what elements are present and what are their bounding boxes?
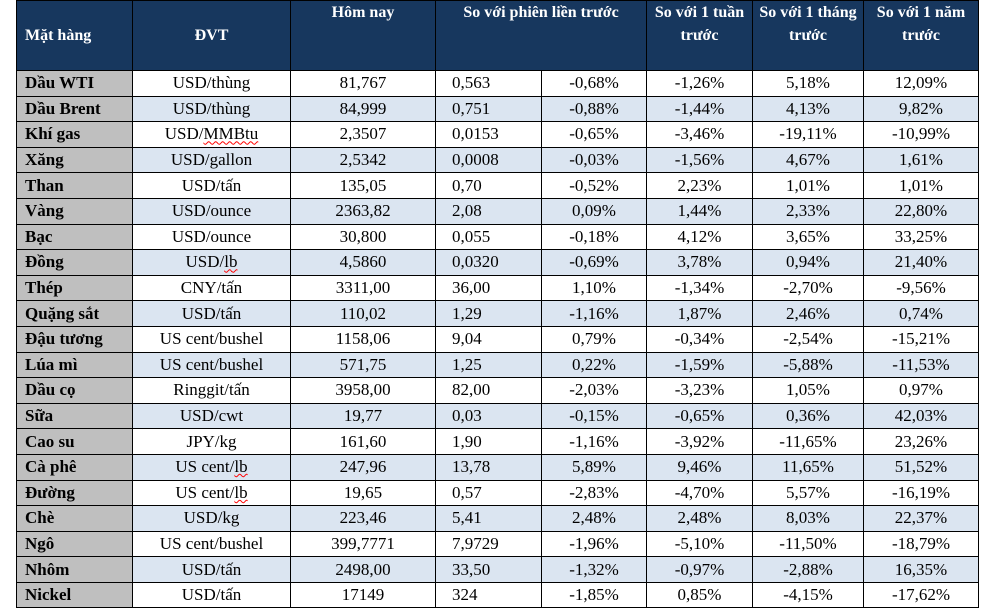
cell-vs-year: 42,03% — [864, 403, 979, 429]
commodity-price-table-container — [16, 0, 978, 608]
cell-change-abs: 7,9729 — [436, 531, 542, 557]
cell-change-pct: 0,09% — [542, 198, 647, 224]
cell-today-price: 1158,06 — [291, 326, 436, 352]
cell-item-name: Thép — [17, 275, 133, 301]
table-row — [17, 147, 979, 173]
cell-change-abs: 9,04 — [436, 326, 542, 352]
table-row — [17, 429, 979, 455]
cell-vs-year: 16,35% — [864, 557, 979, 583]
cell-unit: US cent/lb — [133, 454, 291, 480]
cell-change-pct: -0,18% — [542, 224, 647, 250]
cell-vs-month: -5,88% — [753, 352, 864, 378]
cell-vs-week: -1,34% — [647, 275, 753, 301]
cell-today-price: 19,77 — [291, 403, 436, 429]
table-header — [17, 1, 979, 71]
cell-vs-year: 0,74% — [864, 301, 979, 327]
table-row — [17, 480, 979, 506]
cell-vs-month: 0,94% — [753, 250, 864, 276]
cell-change-pct: -1,16% — [542, 301, 647, 327]
table-row — [17, 506, 979, 532]
cell-change-abs: 0,03 — [436, 403, 542, 429]
header-today: Hôm nay — [291, 1, 436, 71]
cell-change-abs: 33,50 — [436, 557, 542, 583]
cell-change-abs: 0,563 — [436, 71, 542, 97]
cell-unit: USD/cwt — [133, 403, 291, 429]
cell-vs-week: -4,70% — [647, 480, 753, 506]
cell-change-pct: 5,89% — [542, 454, 647, 480]
cell-vs-month: -2,54% — [753, 326, 864, 352]
cell-vs-year: -17,62% — [864, 582, 979, 608]
cell-unit: US cent/bushel — [133, 531, 291, 557]
cell-today-price: 2,3507 — [291, 122, 436, 148]
commodity-price-table — [16, 0, 979, 608]
cell-vs-week: -0,34% — [647, 326, 753, 352]
cell-vs-week: 1,44% — [647, 198, 753, 224]
cell-change-pct: -2,83% — [542, 480, 647, 506]
cell-vs-week: 3,78% — [647, 250, 753, 276]
cell-vs-week: -0,97% — [647, 557, 753, 583]
cell-today-price: 2498,00 — [291, 557, 436, 583]
header-unit: ĐVT — [133, 1, 291, 71]
header-vs-month: So với 1 tháng trước — [753, 1, 864, 71]
cell-today-price: 571,75 — [291, 352, 436, 378]
cell-vs-month: -4,15% — [753, 582, 864, 608]
cell-vs-month: -2,70% — [753, 275, 864, 301]
cell-vs-year: -9,56% — [864, 275, 979, 301]
table-row — [17, 326, 979, 352]
cell-vs-month: 3,65% — [753, 224, 864, 250]
table-row — [17, 224, 979, 250]
header-vs-prev-session: So với phiên liền trước — [436, 1, 647, 71]
cell-today-price: 161,60 — [291, 429, 436, 455]
cell-vs-week: -1,26% — [647, 71, 753, 97]
cell-vs-month: 4,13% — [753, 96, 864, 122]
cell-vs-year: 22,80% — [864, 198, 979, 224]
cell-vs-year: 33,25% — [864, 224, 979, 250]
cell-vs-week: -3,23% — [647, 378, 753, 404]
cell-vs-week: 2,48% — [647, 506, 753, 532]
cell-unit: US cent/bushel — [133, 326, 291, 352]
cell-unit: USD/ounce — [133, 198, 291, 224]
cell-vs-week: -1,59% — [647, 352, 753, 378]
cell-vs-year: 21,40% — [864, 250, 979, 276]
cell-vs-month: 2,33% — [753, 198, 864, 224]
cell-vs-year: -15,21% — [864, 326, 979, 352]
cell-today-price: 135,05 — [291, 173, 436, 199]
cell-change-abs: 5,41 — [436, 506, 542, 532]
cell-change-pct: -1,16% — [542, 429, 647, 455]
header-row — [17, 1, 979, 71]
table-row — [17, 173, 979, 199]
cell-vs-week: -0,65% — [647, 403, 753, 429]
cell-today-price: 3311,00 — [291, 275, 436, 301]
cell-unit: USD/thùng — [133, 96, 291, 122]
spellcheck-underline: lb — [234, 482, 248, 502]
table-row — [17, 582, 979, 608]
spellcheck-underline: MMBtu — [203, 124, 259, 144]
cell-item-name: Bạc — [17, 224, 133, 250]
cell-unit: USD/tấn — [133, 582, 291, 608]
header-vs-year: So với 1 năm trước — [864, 1, 979, 71]
cell-vs-month: 5,18% — [753, 71, 864, 97]
cell-change-pct: -0,65% — [542, 122, 647, 148]
cell-change-pct: 0,79% — [542, 326, 647, 352]
table-body — [17, 71, 979, 608]
cell-unit: USD/tấn — [133, 557, 291, 583]
cell-vs-month: 8,03% — [753, 506, 864, 532]
cell-change-abs: 36,00 — [436, 275, 542, 301]
cell-item-name: Nhôm — [17, 557, 133, 583]
cell-change-abs: 1,90 — [436, 429, 542, 455]
cell-change-pct: 0,22% — [542, 352, 647, 378]
cell-vs-month: 0,36% — [753, 403, 864, 429]
cell-today-price: 17149 — [291, 582, 436, 608]
cell-vs-week: 0,85% — [647, 582, 753, 608]
cell-unit: USD/kg — [133, 506, 291, 532]
cell-change-abs: 0,0320 — [436, 250, 542, 276]
cell-item-name: Xăng — [17, 147, 133, 173]
cell-change-abs: 0,57 — [436, 480, 542, 506]
cell-item-name: Dầu Brent — [17, 96, 133, 122]
header-vs-week: So với 1 tuần trước — [647, 1, 753, 71]
cell-unit: US cent/bushel — [133, 352, 291, 378]
cell-unit: USD/ounce — [133, 224, 291, 250]
cell-item-name: Khí gas — [17, 122, 133, 148]
cell-vs-week: -1,56% — [647, 147, 753, 173]
cell-change-pct: -1,85% — [542, 582, 647, 608]
cell-change-pct: -0,88% — [542, 96, 647, 122]
spellcheck-underline: lb — [224, 252, 238, 272]
cell-unit: USD/lb — [133, 250, 291, 276]
cell-item-name: Sữa — [17, 403, 133, 429]
cell-unit: CNY/tấn — [133, 275, 291, 301]
cell-change-abs: 0,0153 — [436, 122, 542, 148]
cell-vs-month: 2,46% — [753, 301, 864, 327]
cell-vs-week: -3,46% — [647, 122, 753, 148]
table-row — [17, 275, 979, 301]
cell-vs-year: -16,19% — [864, 480, 979, 506]
cell-today-price: 2,5342 — [291, 147, 436, 173]
cell-item-name: Ngô — [17, 531, 133, 557]
cell-item-name: Cao su — [17, 429, 133, 455]
cell-vs-week: -1,44% — [647, 96, 753, 122]
cell-change-pct: 1,10% — [542, 275, 647, 301]
cell-today-price: 399,7771 — [291, 531, 436, 557]
cell-item-name: Nickel — [17, 582, 133, 608]
cell-item-name: Cà phê — [17, 454, 133, 480]
cell-change-abs: 0,055 — [436, 224, 542, 250]
cell-change-abs: 82,00 — [436, 378, 542, 404]
cell-change-pct: -0,69% — [542, 250, 647, 276]
table-row — [17, 198, 979, 224]
cell-change-pct: -0,52% — [542, 173, 647, 199]
table-row — [17, 454, 979, 480]
table-row — [17, 352, 979, 378]
cell-vs-year: -10,99% — [864, 122, 979, 148]
cell-vs-year: 9,82% — [864, 96, 979, 122]
cell-change-pct: -1,32% — [542, 557, 647, 583]
cell-item-name: Quặng sắt — [17, 301, 133, 327]
table-row — [17, 250, 979, 276]
cell-change-pct: -2,03% — [542, 378, 647, 404]
cell-change-abs: 13,78 — [436, 454, 542, 480]
cell-item-name: Đậu tương — [17, 326, 133, 352]
cell-vs-month: 4,67% — [753, 147, 864, 173]
cell-change-abs: 2,08 — [436, 198, 542, 224]
table-row — [17, 96, 979, 122]
cell-change-pct: -0,03% — [542, 147, 647, 173]
cell-vs-year: 1,61% — [864, 147, 979, 173]
cell-unit: JPY/kg — [133, 429, 291, 455]
cell-vs-month: 1,05% — [753, 378, 864, 404]
cell-unit: US cent/lb — [133, 480, 291, 506]
cell-vs-month: 5,57% — [753, 480, 864, 506]
cell-vs-year: -18,79% — [864, 531, 979, 557]
table-row — [17, 301, 979, 327]
cell-change-abs: 0,0008 — [436, 147, 542, 173]
cell-unit: USD/MMBtu — [133, 122, 291, 148]
cell-vs-week: 1,87% — [647, 301, 753, 327]
cell-unit: USD/tấn — [133, 301, 291, 327]
cell-today-price: 4,5860 — [291, 250, 436, 276]
cell-item-name: Dầu cọ — [17, 378, 133, 404]
cell-vs-week: -5,10% — [647, 531, 753, 557]
cell-item-name: Vàng — [17, 198, 133, 224]
cell-change-abs: 1,25 — [436, 352, 542, 378]
spellcheck-underline: lb — [234, 457, 248, 477]
cell-change-abs: 324 — [436, 582, 542, 608]
cell-vs-year: 51,52% — [864, 454, 979, 480]
table-row — [17, 403, 979, 429]
cell-unit: Ringgit/tấn — [133, 378, 291, 404]
cell-vs-year: 23,26% — [864, 429, 979, 455]
cell-vs-month: 11,65% — [753, 454, 864, 480]
cell-unit: USD/gallon — [133, 147, 291, 173]
cell-today-price: 3958,00 — [291, 378, 436, 404]
cell-vs-month: -11,50% — [753, 531, 864, 557]
cell-today-price: 81,767 — [291, 71, 436, 97]
cell-item-name: Chè — [17, 506, 133, 532]
cell-change-pct: 2,48% — [542, 506, 647, 532]
cell-change-pct: -1,96% — [542, 531, 647, 557]
table-row — [17, 557, 979, 583]
cell-today-price: 84,999 — [291, 96, 436, 122]
table-row — [17, 71, 979, 97]
cell-item-name: Than — [17, 173, 133, 199]
cell-vs-year: 1,01% — [864, 173, 979, 199]
cell-today-price: 247,96 — [291, 454, 436, 480]
cell-item-name: Đường — [17, 480, 133, 506]
table-row — [17, 531, 979, 557]
cell-unit: USD/tấn — [133, 173, 291, 199]
cell-vs-week: 4,12% — [647, 224, 753, 250]
cell-item-name: Dầu WTI — [17, 71, 133, 97]
cell-change-abs: 1,29 — [436, 301, 542, 327]
cell-vs-year: -11,53% — [864, 352, 979, 378]
cell-vs-week: -3,92% — [647, 429, 753, 455]
table-row — [17, 122, 979, 148]
table-row — [17, 378, 979, 404]
cell-vs-month: 1,01% — [753, 173, 864, 199]
cell-today-price: 19,65 — [291, 480, 436, 506]
cell-today-price: 30,800 — [291, 224, 436, 250]
cell-unit: USD/thùng — [133, 71, 291, 97]
cell-vs-year: 0,97% — [864, 378, 979, 404]
cell-vs-year: 12,09% — [864, 71, 979, 97]
cell-vs-month: -2,88% — [753, 557, 864, 583]
cell-today-price: 223,46 — [291, 506, 436, 532]
cell-change-abs: 0,751 — [436, 96, 542, 122]
cell-today-price: 110,02 — [291, 301, 436, 327]
cell-vs-month: -11,65% — [753, 429, 864, 455]
cell-vs-year: 22,37% — [864, 506, 979, 532]
header-item: Mặt hàng — [17, 1, 133, 71]
cell-today-price: 2363,82 — [291, 198, 436, 224]
cell-vs-week: 9,46% — [647, 454, 753, 480]
cell-vs-week: 2,23% — [647, 173, 753, 199]
cell-item-name: Đồng — [17, 250, 133, 276]
cell-change-pct: -0,68% — [542, 71, 647, 97]
cell-change-pct: -0,15% — [542, 403, 647, 429]
cell-item-name: Lúa mì — [17, 352, 133, 378]
cell-vs-month: -19,11% — [753, 122, 864, 148]
cell-change-abs: 0,70 — [436, 173, 542, 199]
